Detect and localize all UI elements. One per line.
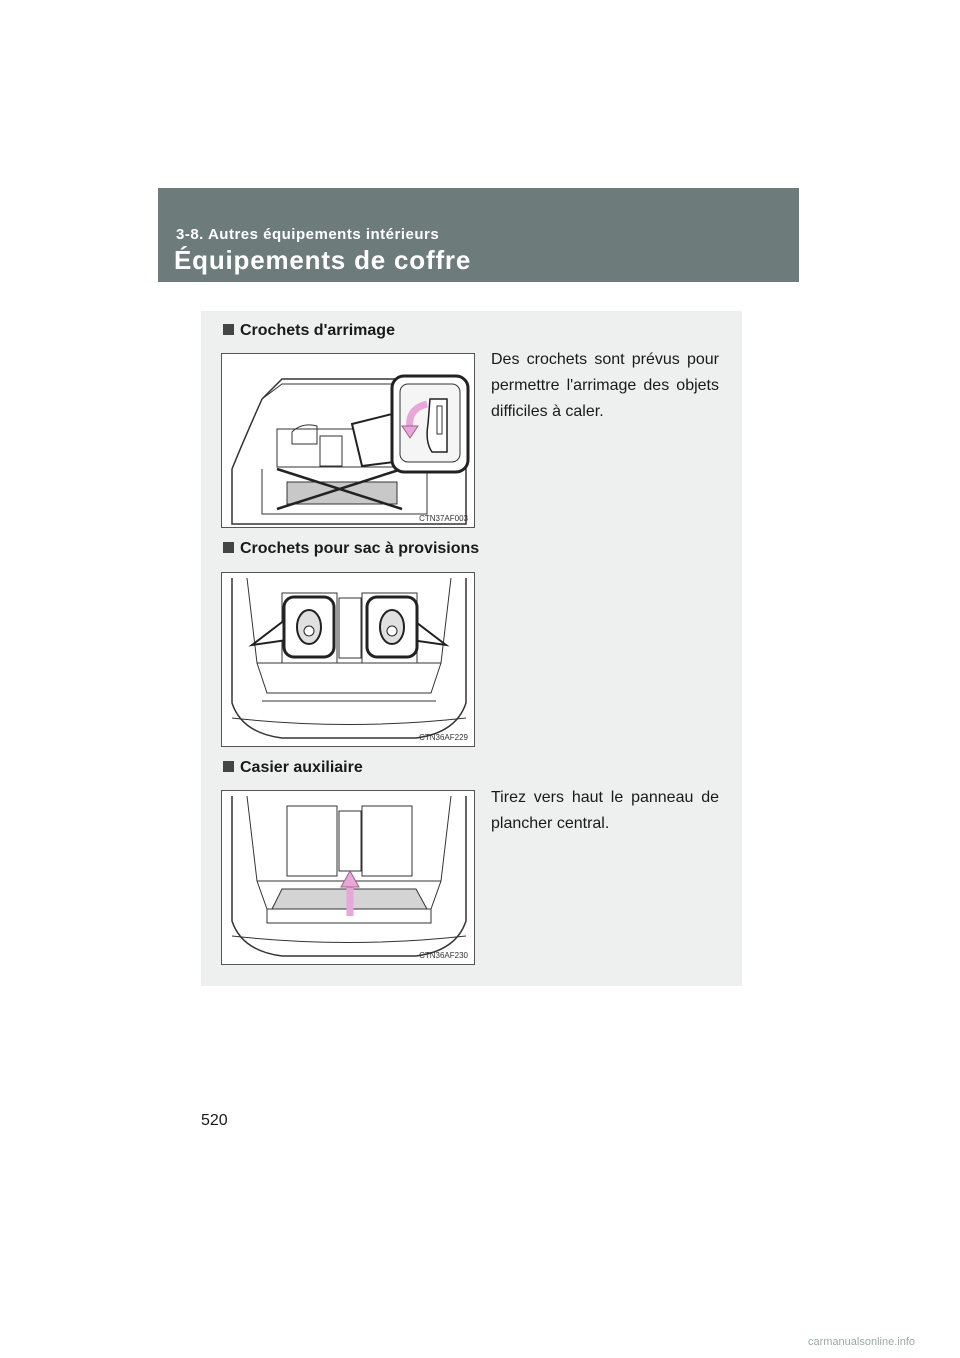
item-heading-text: Crochets d'arrimage — [240, 322, 395, 339]
item-heading-grocery-bag-hooks — [223, 540, 479, 558]
item-heading-tie-down-hooks — [223, 322, 395, 340]
square-bullet-icon — [223, 542, 234, 553]
watermark: carmanualsonline.info — [808, 1336, 916, 1348]
section-label: 3-8. Autres équipements intérieurs — [176, 226, 440, 243]
figure-grocery-bag-hooks — [221, 572, 475, 747]
square-bullet-icon — [223, 324, 234, 335]
item-heading-text: Casier auxiliaire — [240, 759, 363, 776]
item-description: Des crochets sont prévus pour permettre l'arrimage des objets difficiles à caler. — [491, 351, 719, 420]
figure-code: CTN36AF229 — [419, 733, 468, 742]
cargo-area-illustration — [222, 354, 475, 528]
cargo-area-illustration — [222, 791, 475, 965]
square-bullet-icon — [223, 761, 234, 772]
cargo-area-illustration — [222, 573, 475, 747]
figure-auxiliary-box — [221, 790, 475, 965]
figure-code: CTN36AF230 — [419, 951, 468, 960]
item-heading-auxiliary-box — [223, 759, 363, 777]
figure-tie-down-hooks — [221, 353, 475, 528]
item-description: Tirez vers haut le panneau de plancher central. — [491, 789, 719, 832]
content-panel — [201, 311, 742, 986]
page-number: 520 — [201, 1112, 228, 1129]
section-header — [158, 188, 799, 282]
figure-code: CTN37AF003 — [419, 514, 468, 523]
item-heading-text: Crochets pour sac à provisions — [240, 540, 480, 557]
page-title: Équipements de coffre — [174, 245, 472, 275]
